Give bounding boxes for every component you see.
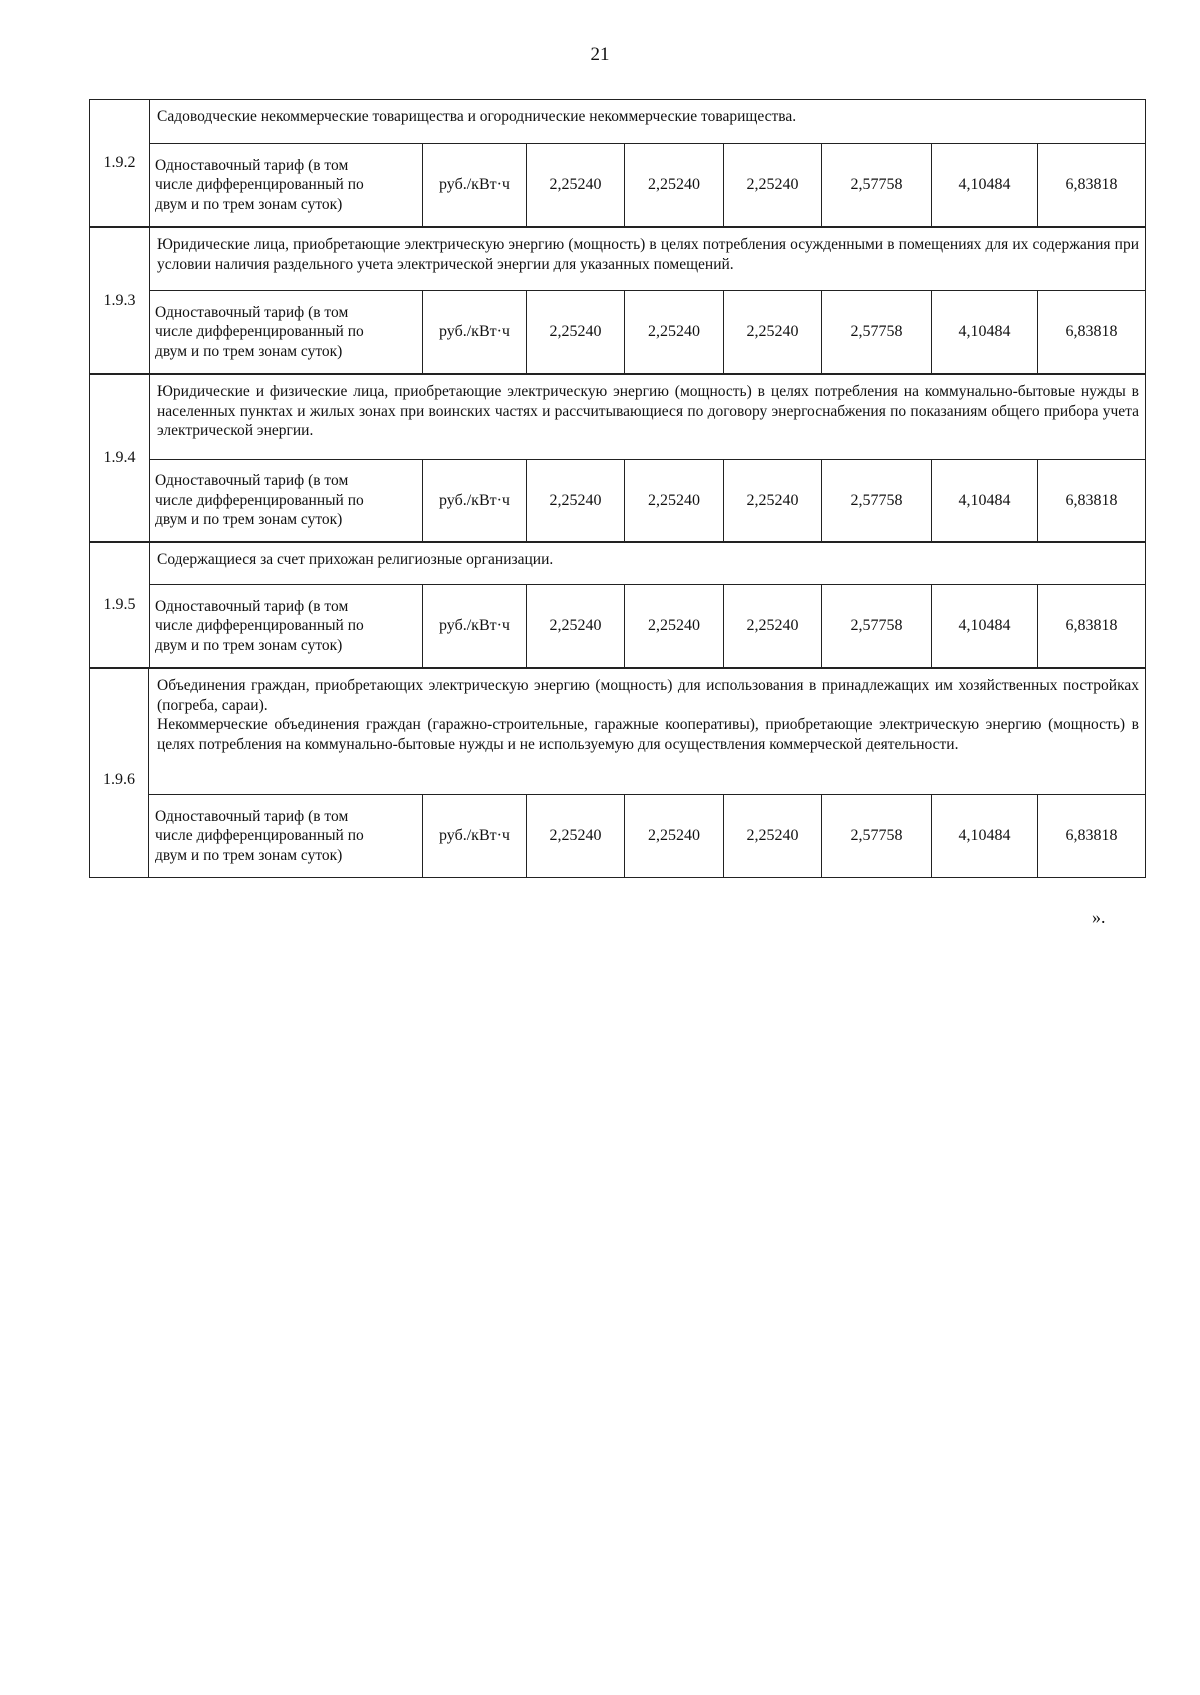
value-cell: 4,10484 [931, 291, 1037, 373]
unit-cell: руб./кВт·ч [422, 795, 526, 877]
description-paragraph: Юридические и физические лица, приобретающие электрическую энергию (мощность) в целях потребления на коммунально-бытовые нужды в населенных пунктах и жилых зонах при воинских частях и рассчитывающиеся по договору энергоснабжения по показаниям общего прибора учета электрической энергии. [157, 383, 1139, 439]
section-code: 1.9.2 [90, 100, 150, 226]
section-description [149, 375, 1145, 460]
value-cell: 2,25240 [723, 795, 821, 877]
value-cell: 2,25240 [526, 144, 624, 226]
value-cell: 6,83818 [1037, 795, 1145, 877]
value-cell: 2,25240 [624, 585, 723, 667]
tariff-label: Одноставочный тариф (в том числе дифференцированный по двум и по трем зонам суток) [155, 472, 364, 529]
tariff-label: Одноставочный тариф (в том числе дифференцированный по двум и по трем зонам суток) [155, 156, 364, 213]
tariff-label: Одноставочный тариф (в том числе дифференцированный по двум и по трем зонам суток) [155, 303, 364, 360]
value-cell: 2,25240 [624, 460, 723, 541]
section-description [149, 100, 1145, 144]
value-cell: 2,57758 [821, 795, 931, 877]
section-1-9-4 [89, 374, 1146, 542]
value-cell: 2,57758 [821, 585, 931, 667]
value-cell: 2,25240 [723, 144, 821, 226]
tariff-row [149, 291, 1145, 373]
page-number: 21 [590, 44, 610, 65]
value-cell: 6,83818 [1037, 291, 1145, 373]
tariff-label: Одноставочный тариф (в том числе дифференцированный по двум и по трем зонам суток) [155, 807, 364, 864]
unit-cell: руб./кВт·ч [422, 585, 526, 667]
description-paragraph: Юридические лица, приобретающие электрическую энергию (мощность) в целях потребления осужденными в помещениях для их содержания при условии наличия раздельного учета электрической энергии для указанных помещений. [157, 236, 1139, 273]
value-cell: 2,25240 [624, 795, 723, 877]
value-cell: 6,83818 [1037, 144, 1145, 226]
value-cell: 4,10484 [931, 585, 1037, 667]
unit-cell: руб./кВт·ч [422, 144, 526, 226]
value-cell: 2,25240 [526, 585, 624, 667]
section-1-9-3 [89, 227, 1146, 374]
section-code: 1.9.6 [90, 669, 149, 877]
unit-cell: руб./кВт·ч [422, 291, 526, 373]
value-cell: 2,25240 [624, 291, 723, 373]
value-cell: 2,57758 [821, 144, 931, 226]
value-cell: 2,25240 [526, 795, 624, 877]
tariff-row [149, 585, 1145, 667]
value-cell: 4,10484 [931, 460, 1037, 541]
section-1-9-2 [89, 99, 1146, 227]
description-paragraph: Некоммерческие объединения граждан (гаражно-строительные, гаражные кооперативы), приобретающие электрическую энергию (мощность) в целях потребления на коммунально-бытовые нужды и не используемую для осуществления коммерческой деятельности. [157, 716, 1139, 753]
description-paragraph: Садоводческие некоммерческие товарищества и огороднические некоммерческие товарищества. [157, 108, 797, 125]
section-description [149, 543, 1145, 585]
tariff-row [149, 795, 1145, 877]
value-cell: 2,57758 [821, 291, 931, 373]
description-paragraph: Объединения граждан, приобретающих электрическую энергию (мощность) для использования в принадлежащих им хозяйственных постройках (погреба, сараи). [157, 677, 1139, 714]
section-description [149, 228, 1145, 291]
tariff-row [149, 144, 1145, 226]
unit-cell: руб./кВт·ч [422, 460, 526, 541]
value-cell: 4,10484 [931, 795, 1037, 877]
section-code: 1.9.5 [90, 543, 150, 667]
section-1-9-5 [89, 542, 1146, 668]
tariff-row [149, 460, 1145, 541]
closing-quote: ». [1092, 907, 1106, 927]
section-code: 1.9.4 [90, 375, 150, 541]
tariff-label: Одноставочный тариф (в том числе дифференцированный по двум и по трем зонам суток) [155, 597, 364, 654]
value-cell: 6,83818 [1037, 460, 1145, 541]
value-cell: 6,83818 [1037, 585, 1145, 667]
value-cell: 2,25240 [723, 585, 821, 667]
value-cell: 2,25240 [526, 291, 624, 373]
section-code: 1.9.3 [90, 228, 150, 373]
value-cell: 2,25240 [723, 460, 821, 541]
value-cell: 2,25240 [526, 460, 624, 541]
value-cell: 4,10484 [931, 144, 1037, 226]
value-cell: 2,25240 [723, 291, 821, 373]
value-cell: 2,25240 [624, 144, 723, 226]
section-description [149, 669, 1145, 795]
description-paragraph: Содержащиеся за счет прихожан религиозные организации. [157, 551, 554, 568]
value-cell: 2,57758 [821, 460, 931, 541]
section-1-9-6 [89, 668, 1146, 878]
